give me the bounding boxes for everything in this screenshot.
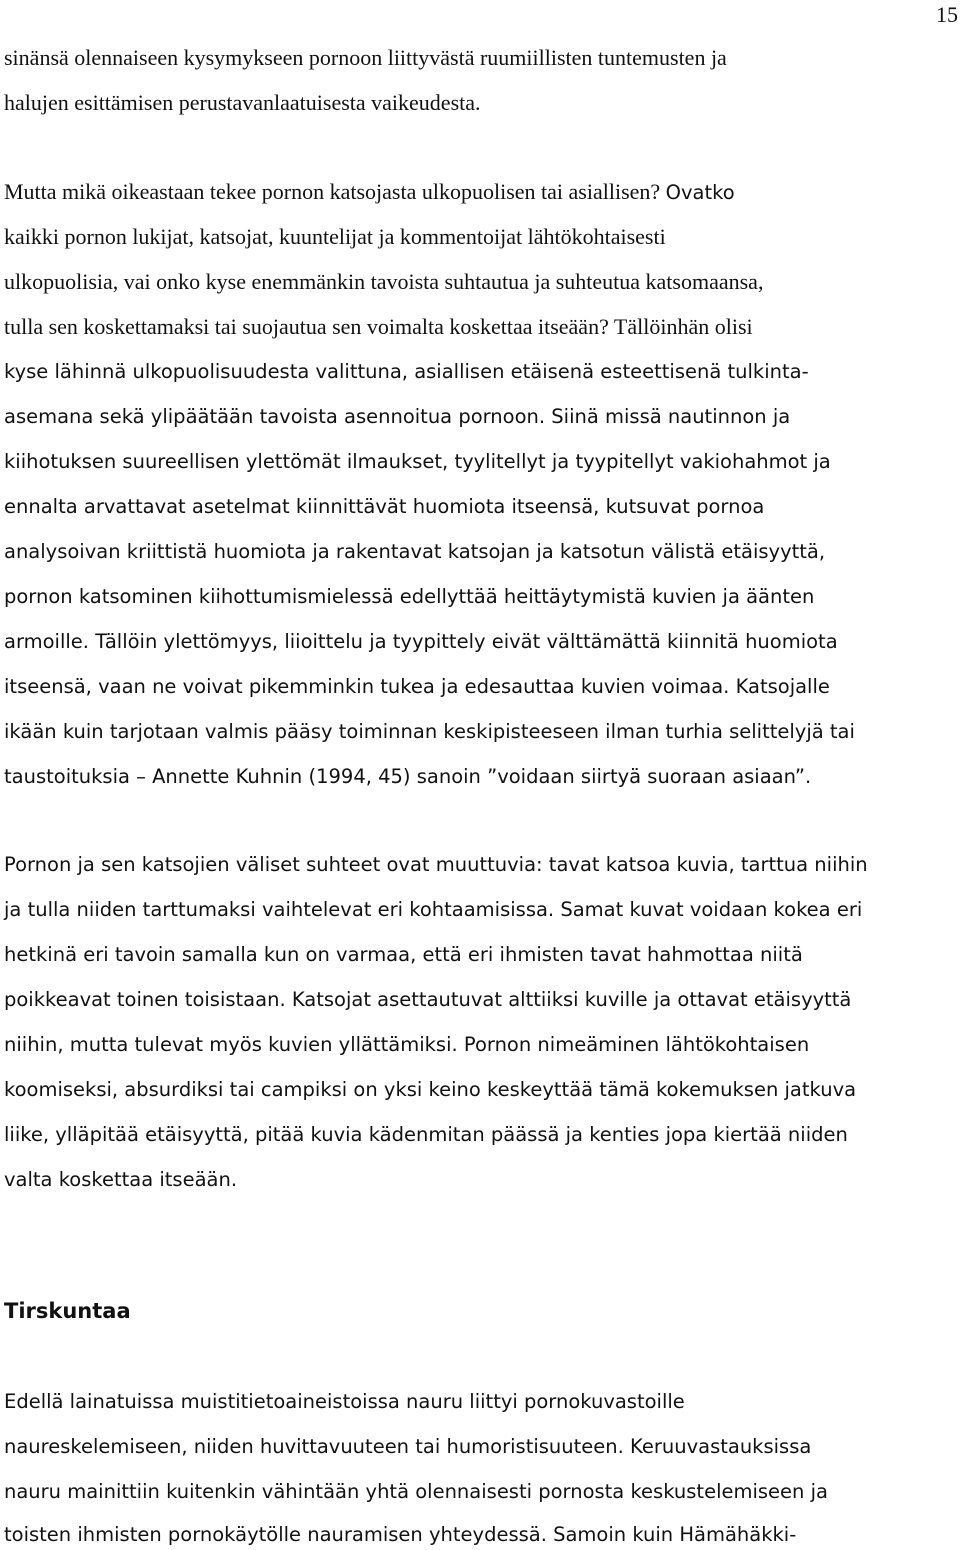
text-line: ennalta arvattavat asetelmat kiinnittävät huomiota itseensä, kutsuvat pornoa xyxy=(4,495,765,518)
text-line: itseensä, vaan ne voivat pikemminkin tukea ja edesauttaa kuvien voimaa. Katsojalle xyxy=(4,675,830,698)
text-line xyxy=(4,178,735,207)
text-line: ja tulla niiden tarttumaksi vaihtelevat eri kohtaamisissa. Samat kuvat voidaan kokea eri xyxy=(4,898,863,921)
text-line: asemana sekä ylipäätään tavoista asennoitua pornoon. Siinä missä nautinnon ja xyxy=(4,405,791,428)
text-line: tulla sen koskettamaksi tai suojautua sen voimalta koskettaa itseään? Tällöinhän olisi xyxy=(4,314,753,339)
text-line: hetkinä eri tavoin samalla kun on varmaa, että eri ihmisten tavat hahmottaa niitä xyxy=(4,943,803,966)
text-line: poikkeavat toinen toisistaan. Katsojat asettautuvat alttiiksi kuville ja ottavat etäisyyttä xyxy=(4,988,852,1011)
text-line: armoille. Tällöin ylettömyys, liioittelu ja tyypittely eivät välttämättä kiinnitä huomiota xyxy=(4,630,838,653)
text-line: pornon katsominen kiihottumismielessä edellyttää heittäytymistä kuvien ja äänten xyxy=(4,585,815,608)
text-line: Pornon ja sen katsojien väliset suhteet ovat muuttuvia: tavat katsoa kuvia, tarttua niihin xyxy=(4,853,868,876)
text-line: taustoituksia – Annette Kuhnin (1994, 45) sanoin ”voidaan siirtyä suoraan asiaan”. xyxy=(4,765,812,788)
text-line: kiihotuksen suureellisen ylettömät ilmaukset, tyylitellyt ja tyypitellyt vakiohahmot ja xyxy=(4,450,831,473)
section-heading: Tirskuntaa xyxy=(4,1299,131,1323)
text-line: kyse lähinnä ulkopuolisuudesta valittuna, asiallisen etäisenä esteettisenä tulkinta- xyxy=(4,360,809,383)
text-line: Edellä lainatuissa muistitietoaineistoissa nauru liittyi pornokuvastoille xyxy=(4,1390,685,1413)
text-line: nauru mainittiin kuitenkin vähintään yhtä olennaisesti pornosta keskustelemiseen ja xyxy=(4,1480,828,1503)
text-line: halujen esittämisen perustavanlaatuisesta vaikeudesta. xyxy=(4,90,481,115)
text-line: kaikki pornon lukijat, katsojat, kuuntelijat ja kommentoijat lähtökohtaisesti xyxy=(4,224,666,249)
text-line: valta koskettaa itseään. xyxy=(4,1168,238,1191)
page-number: 15 xyxy=(936,2,958,27)
text-line: niihin, mutta tulevat myös kuvien yllättämiksi. Pornon nimeäminen lähtökohtaisen xyxy=(4,1033,810,1056)
text-line: naureskelemiseen, niiden huvittavuuteen tai humoristisuuteen. Keruuvastauksissa xyxy=(4,1435,812,1458)
text-line: liike, ylläpitää etäisyyttä, pitää kuvia kädenmitan päässä ja kenties jopa kiertää niiden xyxy=(4,1123,848,1146)
text-line: ikään kuin tarjotaan valmis pääsy toiminnan keskipisteeseen ilman turhia selittelyjä tai xyxy=(4,720,855,743)
text-line: ulkopuolisia, vai onko kyse enemmänkin tavoista suhtautua ja suhteutua katsomaansa, xyxy=(4,269,764,294)
text-line: toisten ihmisten pornokäytölle nauramisen yhteydessä. Samoin kuin Hämähäkki- xyxy=(4,1523,797,1546)
text-span: Ovatko xyxy=(665,181,735,204)
text-line: analysoivan kriittistä huomiota ja rakentavat katsojan ja katsotun välistä etäisyyttä, xyxy=(4,540,826,563)
text-line: sinänsä olennaiseen kysymykseen pornoon liittyvästä ruumiillisten tuntemusten ja xyxy=(4,45,727,70)
text-line: koomiseksi, absurdiksi tai campiksi on yksi keino keskeyttää tämä kokemuksen jatkuva xyxy=(4,1078,857,1101)
text-span: Mutta mikä oikeastaan tekee pornon katsojasta ulkopuolisen tai asiallisen? xyxy=(4,179,666,204)
